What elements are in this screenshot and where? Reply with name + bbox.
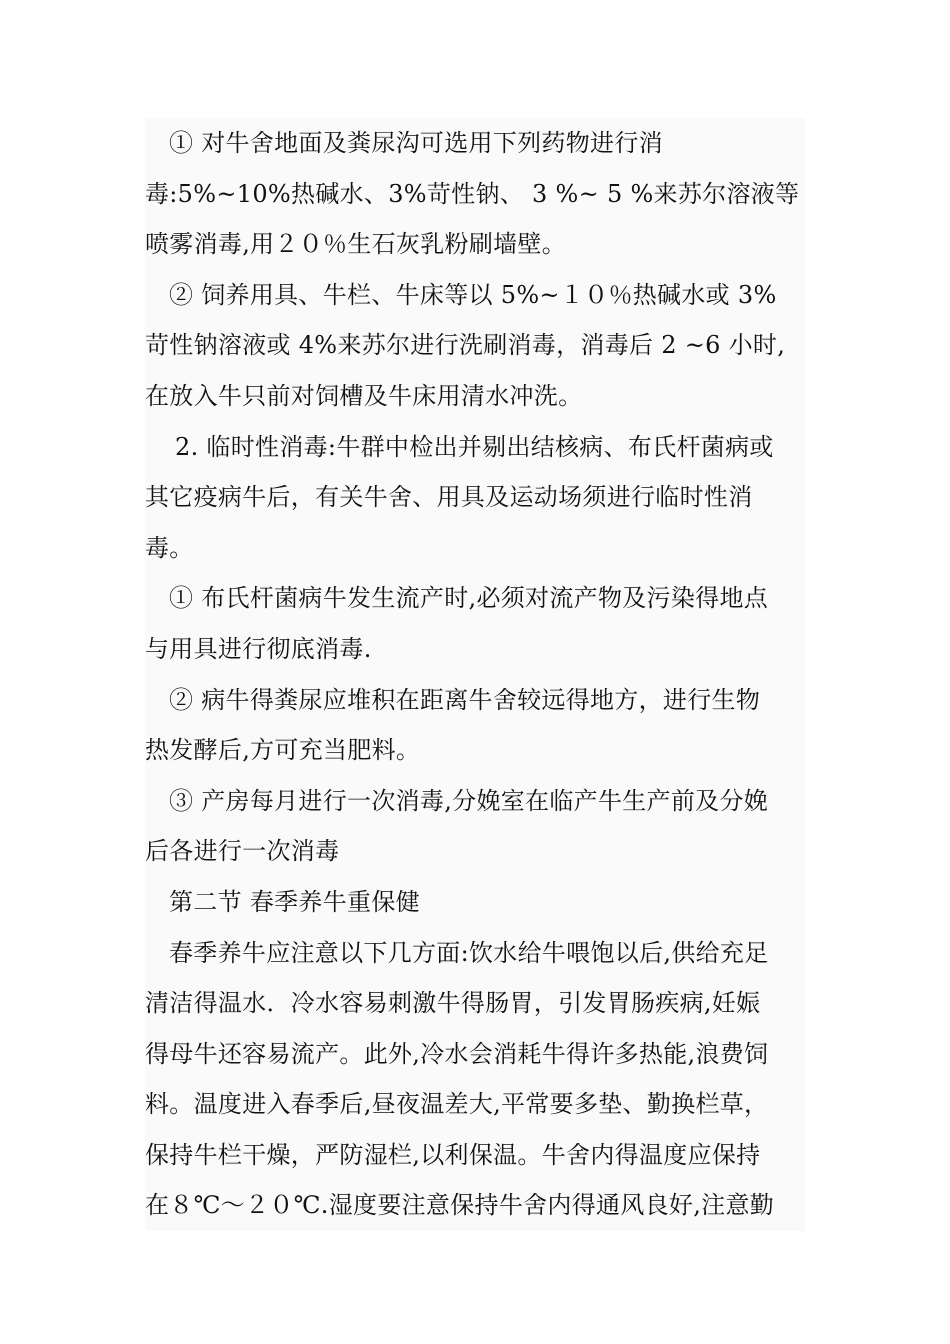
text-line: 在放入牛只前对饲槽及牛床用清水冲洗。 — [145, 381, 583, 410]
text-line: 苛性钠溶液或 4%来苏尔进行洗刷消毒，消毒后 2 ~6 小时, — [145, 331, 786, 360]
text-line: 得母牛还容易流产。此外,冷水会消耗牛得许多热能,浪费饲 — [145, 1039, 769, 1068]
text-line: ③ 产房每月进行一次消毒,分娩室在临产牛生产前及分娩 — [169, 786, 769, 815]
text-line: 热发酵后,方可充当肥料。 — [145, 736, 421, 765]
text-line: 其它疫病牛后，有关牛舍、用具及运动场须进行临时性消 — [145, 483, 753, 512]
text-line: ② 饲养用具、牛栏、牛床等以 5%~１０％热碱水或 3% — [169, 280, 777, 309]
section-heading: 第二节 春季养牛重保健 — [169, 887, 420, 916]
text-line: ① 布氏杆菌病牛发生流产时,必须对流产物及污染得地点 — [169, 584, 769, 613]
text-line: 后各进行一次消毒 — [145, 837, 340, 866]
text-line: 春季养牛应注意以下几方面:饮水给牛喂饱以后,供给充足 — [169, 938, 769, 967]
document-body — [145, 118, 805, 1231]
text-line: ① 对牛舍地面及粪尿沟可选用下列药物进行消 — [169, 129, 663, 157]
text-line: ② 病牛得粪尿应堆积在距离牛舍较远得地方，进行生物 — [169, 685, 761, 714]
text-line: 清洁得温水．冷水容易刺激牛得肠胃，引发胃肠疾病,妊娠 — [145, 989, 761, 1018]
text-line: 毒。 — [145, 533, 194, 562]
text-line: 与用具进行彻底消毒. — [145, 634, 372, 663]
text-line: 2. 临时性消毒:牛群中检出并剔出结核病、布氏杆菌病或 — [175, 432, 774, 461]
text-line: 毒:5%~10%热碱水、3%苛性钠、 3 %~ 5 %来苏尔溶液等 — [145, 179, 800, 208]
text-line: 保持牛栏干燥，严防湿栏,以利保温。牛舍内得温度应保持 — [145, 1140, 761, 1169]
text-line: 在８℃～２０℃.湿度要注意保持牛舍内得通风良好,注意勤 — [145, 1191, 775, 1220]
text-line: 喷雾消毒,用２０％生石灰乳粉刷墙壁。 — [145, 230, 567, 259]
text-line: 料。温度进入春季后,昼夜温差大,平常要多垫、勤换栏草， — [145, 1090, 769, 1119]
